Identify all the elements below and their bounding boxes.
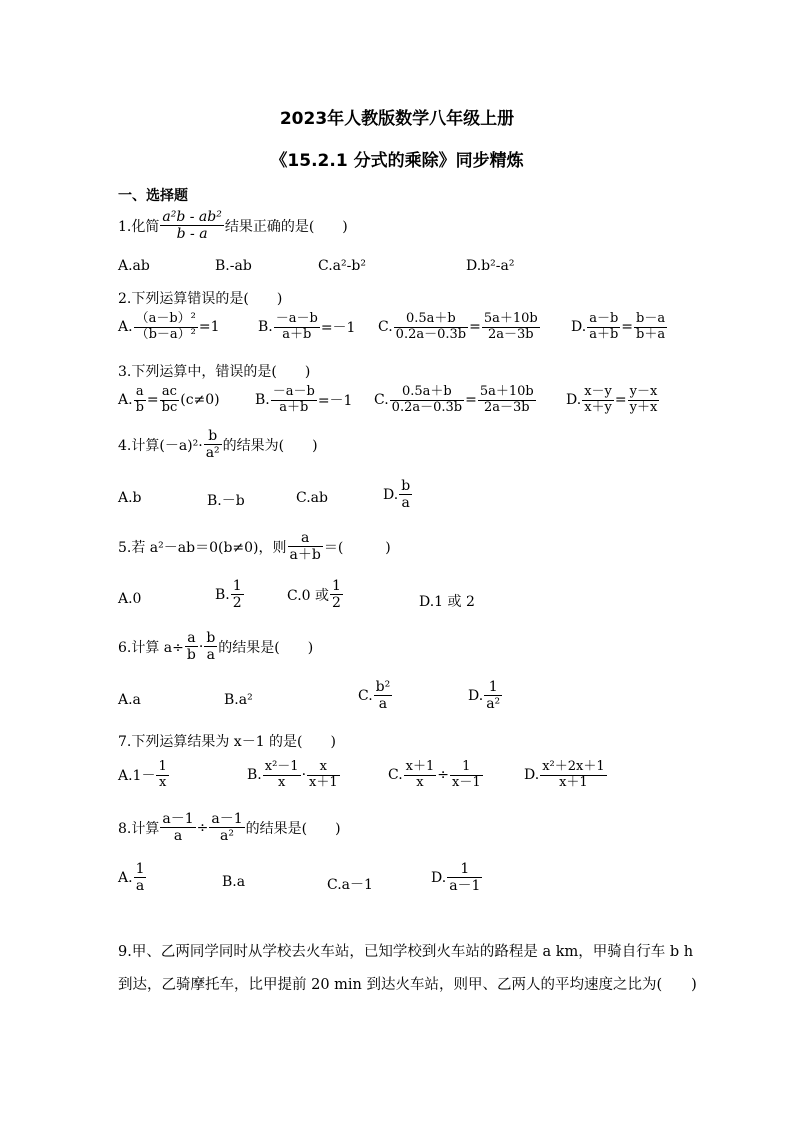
q7-option-c: C. $\frac{x+1}{x}$ ÷ $\frac{1}{x-1}$ [388,759,481,790]
question-6-stem: 6.计算 a÷ $\frac{a}{b}$ · $\frac{b}{a}$ 的结果是( ) [118,630,314,664]
q1-option-b: B.-ab [215,258,252,274]
q6-option-b: B.a² [224,692,253,708]
q1-fraction: $\frac{\text{a²b - ab²}}{b - a}$ [162,209,222,243]
section-heading: 一、选择题 [118,188,188,204]
q7-option-b: B. $\frac{\text{x²－1}}{x}$ · $\frac{x}{x+1}$ [247,759,338,790]
q4-option-d: D. $\frac{b}{a}$ [383,478,411,512]
q1-option-a: A.ab [118,258,150,274]
question-4-stem: 4.计算(－a)²· $\frac{b}{\text{a²}}$ 的结果为( ) [118,428,318,462]
question-3-stem: 3.下列运算中，错误的是( ) [118,364,311,380]
q5-option-a: A.0 [118,591,142,607]
q7-option-d: D. $\frac{\text{x²＋2x＋1}}{x+1}$ [524,759,605,790]
q8-option-c: C.a－1 [327,877,373,893]
q6-option-c: C. $\frac{\text{b²}}{a}$ [358,679,391,713]
q2-option-c: C. $\frac{0.5a+b}{0.2a-0.3b}$ = $\frac{5a+10b}{2a-3b}$ [378,311,538,342]
question-2-stem: 2.下列运算错误的是( ) [118,291,283,307]
q4-option-a: A.b [118,490,142,506]
q2-option-b: B. $\frac{-a-b}{a+b}$ =－1 [258,311,356,342]
question-5-stem: 5.若 a²－ab＝0(b≠0)，则 $\frac{a}{a+b}$ ＝( ) [118,530,391,564]
q1-option-c: C.a²-b² [318,258,366,274]
q3-option-b: B. $\frac{-a-b}{a+b}$ =－1 [255,384,353,415]
q3-option-d: D. $\frac{x-y}{x+y}$ = $\frac{y-x}{y+x}$ [566,384,658,415]
question-1-stem: 1.化简 $\frac{\text{a²b - ab²}}{b - a}$ 结果正确的是( ) [118,209,348,243]
q3-option-a: A. $\frac{a}{b}$ = $\frac{ac}{bc}$ (c≠0) [118,384,220,415]
q4-option-c: C.ab [296,490,328,506]
q2-option-a: A. $\frac{\text{（a－b）²}}{\text{（b－a）²}}$ =1 [118,311,220,342]
question-7-stem: 7.下列运算结果为 x－1 的是( ) [118,734,336,750]
question-8-stem: 8.计算 $\frac{a-1}{a}$ ÷ $\frac{a-1}{\text{a²}}$ 的结果是( ) [118,811,341,845]
document-title: 2023年人教版数学八年级上册 [279,109,515,129]
q8-option-a: A. $\frac{1}{a}$ [118,861,145,895]
q1-option-d: D.b²-a² [466,258,515,274]
q7-option-a: A.1－ $\frac{1}{x}$ [118,759,167,790]
question-9-text: 9.甲、乙两同学同时从学校去火车站，已知学校到火车站的路程是 a km，甲骑自行车 b h 到达，乙骑摩托车，比甲提前 20 min 到达火车站，则甲、乙两人的平均速度之比为( ) [118,944,697,993]
q8-option-b: B.a [222,874,246,890]
q6-option-d: D. $\frac{1}{\text{a²}}$ [468,679,501,713]
q5-option-c: C.0 或 $\frac{1}{2}$ [287,578,341,612]
document-subtitle: 《15.2.1 分式的乘除》同步精炼 [270,151,524,171]
q5-option-d: D.1 或 2 [419,594,475,610]
q2-option-d: D. $\frac{a-b}{a+b}$ = $\frac{b-a}{b+a}$ [571,311,666,342]
q4-option-b: B.－b [207,493,245,509]
q3-option-c: C. $\frac{0.5a+b}{0.2a-0.3b}$ = $\frac{5a+10b}{2a-3b}$ [374,384,534,415]
q8-option-d: D. $\frac{1}{a-1}$ [431,861,481,895]
q6-option-a: A.a [118,692,141,708]
q5-option-b: B. $\frac{1}{2}$ [215,578,242,612]
